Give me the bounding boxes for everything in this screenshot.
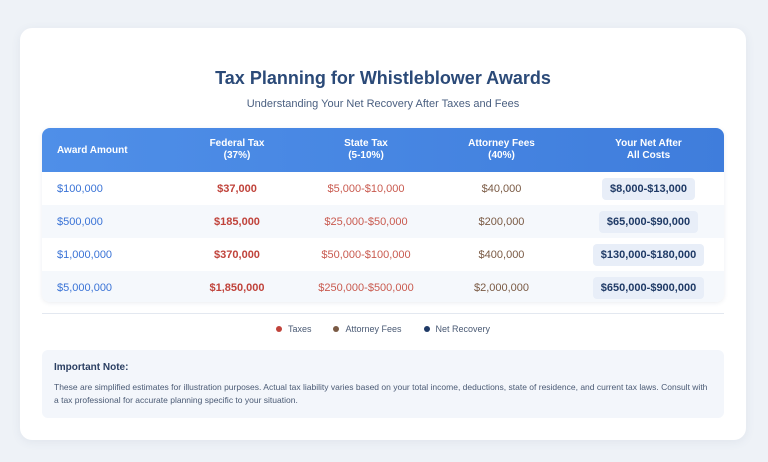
note-title: Important Note:	[54, 362, 129, 373]
cell-state: $5,000-$10,000	[327, 182, 405, 195]
table-row	[42, 271, 724, 302]
cell-net	[573, 277, 724, 299]
cell-award: $500,000	[57, 215, 103, 228]
col-header-federal-l2: (37%)	[223, 150, 251, 161]
col-header-net	[573, 138, 724, 162]
col-header-award	[42, 145, 172, 156]
cell-award: $5,000,000	[57, 281, 113, 294]
col-header-net-l2: All Costs	[626, 150, 671, 161]
attorney-dot-icon	[333, 326, 339, 332]
divider	[42, 313, 724, 314]
col-header-attorney-l1: Attorney Fees	[468, 138, 535, 149]
legend	[20, 324, 746, 334]
col-header-net-l1: Your Net After	[615, 138, 682, 149]
col-header-state-l1: State Tax	[344, 138, 388, 149]
page-title: Tax Planning for Whistleblower Awards	[215, 68, 551, 88]
cell-net	[573, 178, 724, 200]
table-row	[42, 172, 724, 205]
col-header-state	[302, 138, 430, 162]
net-badge: $130,000-$180,000	[593, 244, 704, 266]
tax-table	[42, 128, 724, 302]
col-header-award-label: Award Amount	[57, 144, 128, 156]
legend-label-net: Net Recovery	[435, 324, 491, 334]
page-subtitle: Understanding Your Net Recovery After Taxes and Fees	[246, 98, 520, 110]
cell-federal: $370,000	[214, 248, 260, 261]
table-header	[42, 128, 724, 172]
table-row	[42, 238, 724, 271]
net-badge: $65,000-$90,000	[599, 211, 698, 233]
legend-item-attorney	[333, 324, 401, 334]
legend-item-taxes	[276, 324, 312, 334]
cell-award: $1,000,000	[57, 248, 113, 261]
taxes-dot-icon	[276, 326, 282, 332]
legend-label-taxes: Taxes	[287, 324, 312, 334]
cell-attorney: $2,000,000	[473, 281, 530, 294]
cell-net	[573, 211, 724, 233]
legend-label-attorney: Attorney Fees	[345, 324, 402, 334]
cell-attorney: $400,000	[478, 248, 525, 261]
note-text: These are simplified estimates for illustration purposes. Actual tax liability varies based on your total income, deductions, state of residence, and current tax laws. Consult with a tax professional for accurate planning specific to your situation.	[54, 382, 708, 405]
cell-award: $100,000	[57, 182, 103, 195]
col-header-federal-l1: Federal Tax	[209, 138, 265, 149]
net-badge: $650,000-$900,000	[593, 277, 704, 299]
cell-state: $250,000-$500,000	[318, 281, 414, 294]
important-note	[42, 350, 724, 418]
col-header-attorney	[430, 138, 573, 162]
col-header-state-l2: (5-10%)	[348, 150, 384, 161]
cell-federal: $185,000	[214, 215, 260, 228]
net-badge: $8,000-$13,000	[602, 178, 695, 200]
cell-attorney: $40,000	[481, 182, 522, 195]
cell-state: $50,000-$100,000	[321, 248, 411, 261]
net-dot-icon	[424, 326, 430, 332]
main-card	[20, 28, 746, 440]
cell-net	[573, 244, 724, 266]
cell-state: $25,000-$50,000	[324, 215, 408, 228]
cell-attorney: $200,000	[478, 215, 525, 228]
cell-federal: $37,000	[217, 182, 257, 195]
legend-item-net	[424, 324, 491, 334]
table-row	[42, 205, 724, 238]
col-header-federal	[172, 138, 302, 162]
col-header-attorney-l2: (40%)	[488, 150, 515, 161]
cell-federal: $1,850,000	[209, 281, 265, 294]
